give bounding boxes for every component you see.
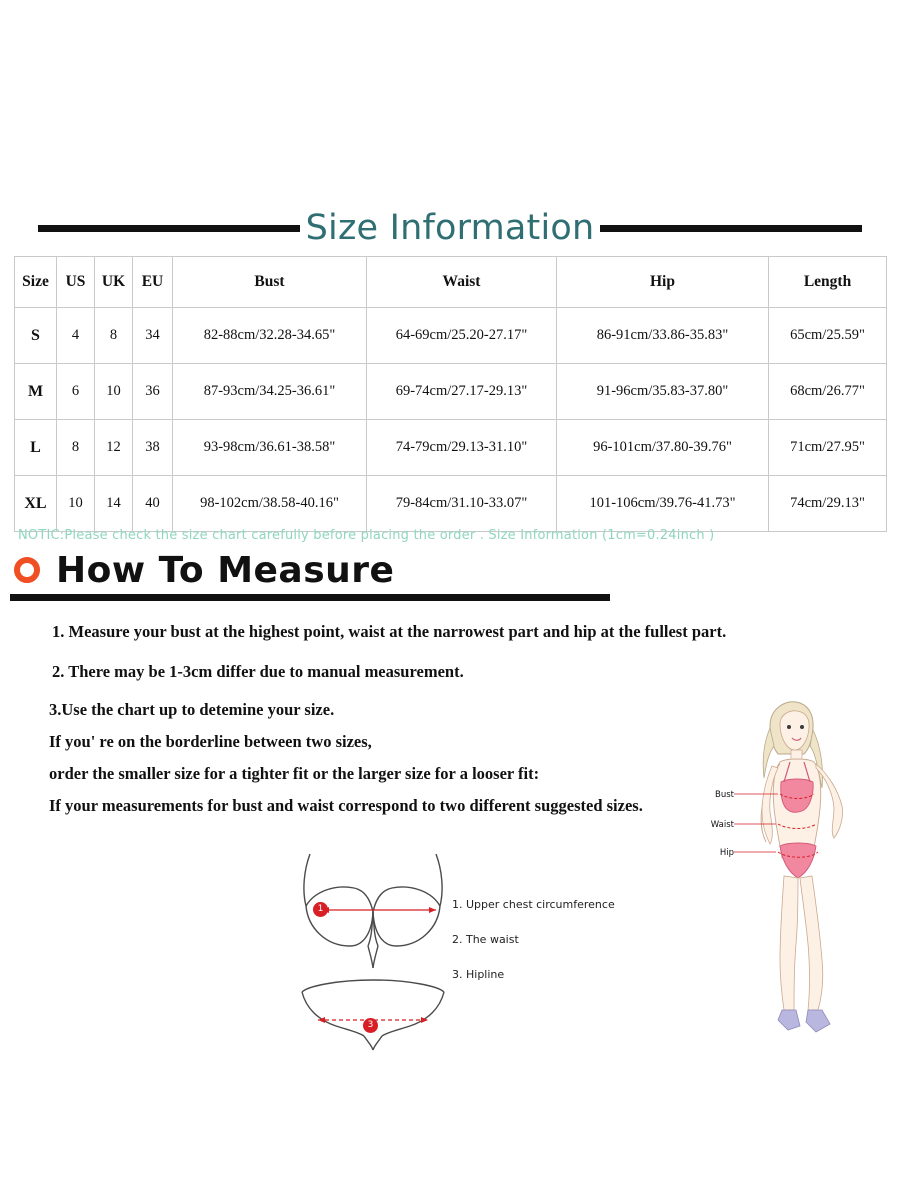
cell-size: S — [15, 308, 57, 364]
table-row — [15, 476, 887, 532]
column-header-size: Size — [15, 257, 57, 308]
cell-bust: 93-98cm/36.61-38.58" — [173, 420, 367, 476]
how-to-measure-title: How To Measure — [56, 550, 395, 591]
instruction-line: 3.Use the chart up to detemine your size. — [49, 700, 335, 719]
cell-bust: 82-88cm/32.28-34.65" — [173, 308, 367, 364]
cell-size: M — [15, 364, 57, 420]
cell-hip: 101-106cm/39.76-41.73" — [557, 476, 769, 532]
title-rule-left — [38, 225, 300, 232]
cell-waist: 79-84cm/31.10-33.07" — [367, 476, 557, 532]
cell-eu: 40 — [133, 476, 173, 532]
diagram-legend — [452, 898, 642, 1003]
model-svg — [712, 696, 888, 1048]
cell-hip: 91-96cm/35.83-37.80" — [557, 364, 769, 420]
cell-uk: 14 — [95, 476, 133, 532]
column-header-waist: Waist — [367, 257, 557, 308]
how-to-measure-heading — [10, 550, 890, 598]
column-header-bust: Bust — [173, 257, 367, 308]
cell-uk: 12 — [95, 420, 133, 476]
column-header-us: US — [57, 257, 95, 308]
cell-eu: 36 — [133, 364, 173, 420]
cell-eu: 38 — [133, 420, 173, 476]
instruction-line: order the smaller size for a tighter fit or the larger size for a looser fit: — [49, 764, 540, 783]
cell-length: 71cm/27.95" — [769, 420, 887, 476]
cell-us: 10 — [57, 476, 95, 532]
cell-eu: 34 — [133, 308, 173, 364]
page-title: Size Information — [305, 208, 595, 248]
circle-bullet-icon — [14, 557, 40, 583]
marker-hip: 3 — [363, 1018, 378, 1033]
cell-waist: 64-69cm/25.20-27.17" — [367, 308, 557, 364]
cell-uk: 10 — [95, 364, 133, 420]
cell-length: 65cm/25.59" — [769, 308, 887, 364]
table-row — [15, 364, 887, 420]
cell-hip: 86-91cm/33.86-35.83" — [557, 308, 769, 364]
how-to-measure-rule — [10, 594, 610, 601]
cell-length: 74cm/29.13" — [769, 476, 887, 532]
cell-waist: 74-79cm/29.13-31.10" — [367, 420, 557, 476]
instruction-line: 2. There may be 1-3cm differ due to manual measurement. — [52, 662, 464, 681]
cell-size: L — [15, 420, 57, 476]
table-row — [15, 420, 887, 476]
table-header-row — [15, 257, 887, 308]
instruction-line: If you' re on the borderline between two sizes, — [49, 732, 372, 751]
marker-bust: 1 — [313, 902, 328, 917]
model-label-waist: Waist — [710, 820, 734, 830]
title-rule-right — [600, 225, 862, 232]
size-chart-table — [14, 256, 887, 532]
cell-bust: 87-93cm/34.25-36.61" — [173, 364, 367, 420]
cell-us: 4 — [57, 308, 95, 364]
cell-hip: 96-101cm/37.80-39.76" — [557, 420, 769, 476]
column-header-uk: UK — [95, 257, 133, 308]
model-label-bust: Bust — [715, 790, 734, 800]
cell-length: 68cm/26.77" — [769, 364, 887, 420]
column-header-eu: EU — [133, 257, 173, 308]
instruction-line: If your measurements for bust and waist correspond to two different suggested sizes. — [49, 796, 643, 815]
cell-size: XL — [15, 476, 57, 532]
cell-bust: 98-102cm/38.58-40.16" — [173, 476, 367, 532]
cell-uk: 8 — [95, 308, 133, 364]
size-chart-notice: NOTIC:Please check the size chart carefully before placing the order . Size Information (1cm=0.24inch ) — [18, 528, 715, 543]
model-illustration — [712, 696, 888, 1048]
column-header-length: Length — [769, 257, 887, 308]
model-label-hip: Hip — [719, 848, 734, 858]
table-row — [15, 308, 887, 364]
cell-us: 8 — [57, 420, 95, 476]
column-header-hip: Hip — [557, 257, 769, 308]
legend-item-upper-chest: 1. Upper chest circumference — [452, 898, 615, 911]
cell-waist: 69-74cm/27.17-29.13" — [367, 364, 557, 420]
cell-us: 6 — [57, 364, 95, 420]
instruction-line: 1. Measure your bust at the highest point, waist at the narrowest part and hip at the fullest part. — [52, 622, 727, 641]
page-title-row — [0, 200, 900, 256]
legend-item-waist: 2. The waist — [452, 933, 519, 946]
legend-item-hipline: 3. Hipline — [452, 968, 505, 981]
